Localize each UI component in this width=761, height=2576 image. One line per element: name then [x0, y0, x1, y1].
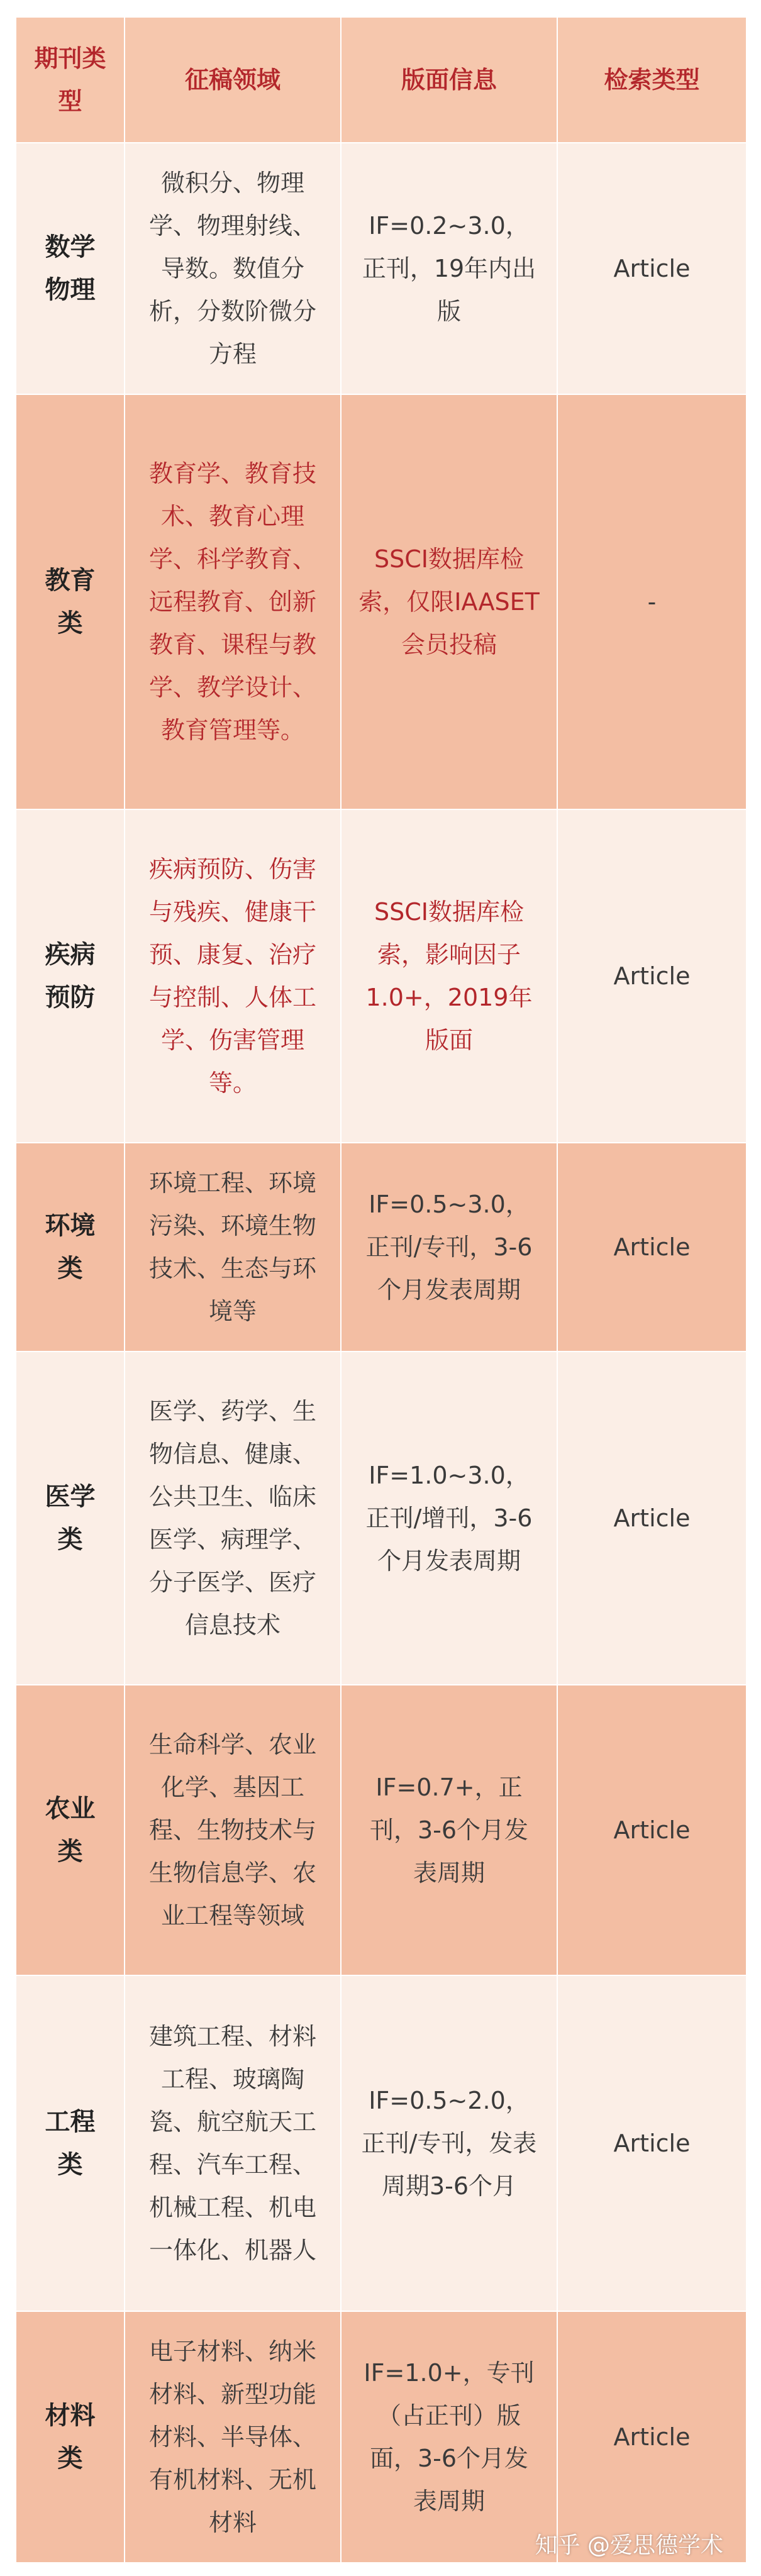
- table-row: [16, 2311, 747, 2563]
- cell-fields: 教育学、教育技术、教育心理学、科学教育、远程教育、创新教育、课程与教学、教学设计、教育管理等。: [125, 394, 341, 809]
- cell-fields: 疾病预防、伤害与残疾、健康干预、康复、治疗与控制、人体工学、伤害管理等。: [125, 809, 341, 1143]
- header-journal-type: 期刊类型: [16, 17, 125, 143]
- cell-index-type: Article: [557, 2311, 747, 2563]
- table-row: [16, 809, 747, 1143]
- cell-fields: 电子材料、纳米材料、新型功能材料、半导体、有机材料、无机材料: [125, 2311, 341, 2563]
- cell-layout-info: IF=0.7+，正刊，3-6个月发表周期: [341, 1685, 557, 1975]
- cell-layout-info: IF=0.5~3.0，正刊/专刊，3-6个月发表周期: [341, 1143, 557, 1352]
- cell-fields: 微积分、物理学、物理射线、导数。数值分析，分数阶微分方程: [125, 143, 341, 394]
- header-fields: 征稿领域: [125, 17, 341, 143]
- cell-fields: 医学、药学、生物信息、健康、公共卫生、临床医学、病理学、分子医学、医疗信息技术: [125, 1352, 341, 1685]
- cell-journal-type: 环境类: [16, 1143, 125, 1352]
- cell-index-type: Article: [557, 809, 747, 1143]
- cell-layout-info: IF=1.0~3.0，正刊/增刊，3-6个月发表周期: [341, 1352, 557, 1685]
- cell-layout-info: IF=1.0+，专刊（占正刊）版面，3-6个月发表周期: [341, 2311, 557, 2563]
- cell-index-type: Article: [557, 1352, 747, 1685]
- header-layout-info: 版面信息: [341, 17, 557, 143]
- cell-layout-info: IF=0.5~2.0，正刊/专刊，发表周期3-6个月: [341, 1975, 557, 2311]
- cell-index-type: Article: [557, 1143, 747, 1352]
- cell-index-type: Article: [557, 143, 747, 394]
- cell-journal-type: 疾病预防: [16, 809, 125, 1143]
- cell-index-type: Article: [557, 1685, 747, 1975]
- cell-journal-type: 工程类: [16, 1975, 125, 2311]
- table-row: [16, 1143, 747, 1352]
- table-row: [16, 1352, 747, 1685]
- zhihu-watermark: 知乎 @爱思德学术: [535, 2533, 723, 2558]
- cell-journal-type: 教育类: [16, 394, 125, 809]
- table-row: [16, 1975, 747, 2311]
- cell-layout-info: IF=0.2~3.0，正刊，19年内出版: [341, 143, 557, 394]
- cell-journal-type: 数学物理: [16, 143, 125, 394]
- cell-fields: 生命科学、农业化学、基因工程、生物技术与生物信息学、农业工程等领域: [125, 1685, 341, 1975]
- table-row: [16, 143, 747, 394]
- cell-journal-type: 农业类: [16, 1685, 125, 1975]
- cell-journal-type: 材料类: [16, 2311, 125, 2563]
- cell-index-type: -: [557, 394, 747, 809]
- header-index-type: 检索类型: [557, 17, 747, 143]
- table-row: [16, 394, 747, 809]
- cell-fields: 环境工程、环境污染、环境生物技术、生态与环境等: [125, 1143, 341, 1352]
- cell-layout-info: SSCI数据库检索，影响因子1.0+，2019年版面: [341, 809, 557, 1143]
- table-row: [16, 1685, 747, 1975]
- table-header-row: [16, 17, 747, 143]
- cell-fields: 建筑工程、材料工程、玻璃陶瓷、航空航天工程、汽车工程、机械工程、机电一体化、机器人: [125, 1975, 341, 2311]
- cell-index-type: Article: [557, 1975, 747, 2311]
- journal-table: [15, 16, 747, 2563]
- cell-journal-type: 医学类: [16, 1352, 125, 1685]
- cell-layout-info: SSCI数据库检索，仅限IAASET会员投稿: [341, 394, 557, 809]
